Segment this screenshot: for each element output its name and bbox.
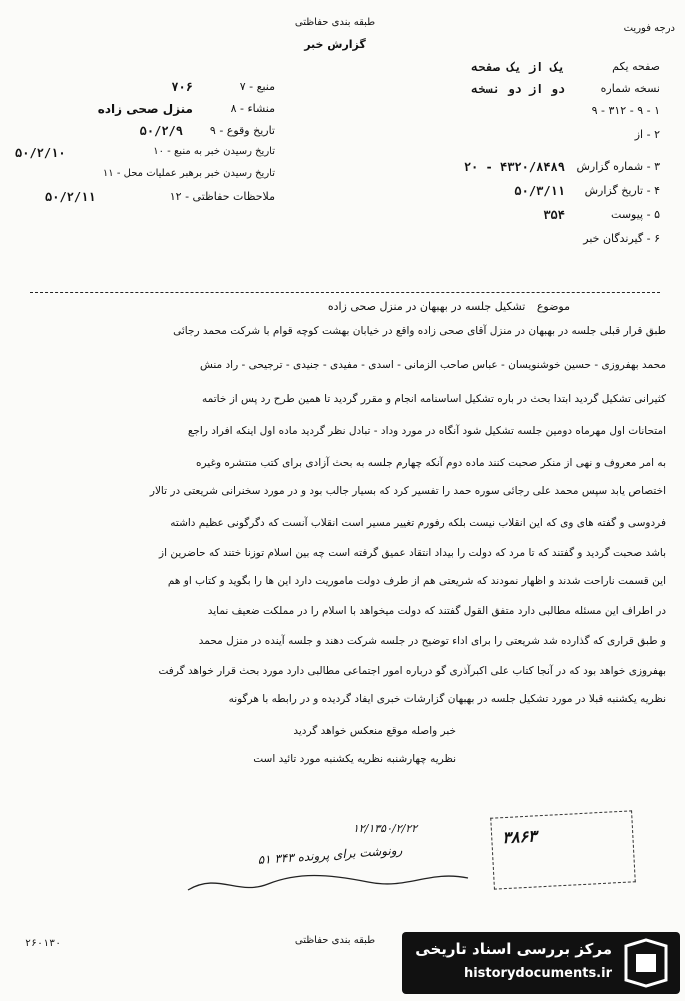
left-field-row: ۱۲ - ملاحظات حفاظتی ۵۰/۲/۱۱ bbox=[45, 190, 275, 204]
urgency-label: درجه فوریت bbox=[623, 23, 675, 34]
body-line: به امر معروف و نهی از منکر صحبت کنند ماده دوم آنکه چهارم جلسه به بحث آزادی برای کتب منتشره وغیره bbox=[196, 457, 666, 469]
left-field-row: ۱۰ - تاریخ رسیدن خبر به منبع ۵۰/۲/۱۰ bbox=[15, 146, 275, 160]
left-field-row: ۷ - منبع ۷۰۶ bbox=[171, 80, 275, 94]
classification-header: طبقه بندی حفاظتی bbox=[294, 17, 376, 28]
watermark-url: historydocuments.ir bbox=[463, 966, 612, 981]
right-field-row: صفحه یکم یک از یک صفحه bbox=[471, 60, 660, 74]
registry-stamp bbox=[490, 810, 636, 889]
body-line: باشد صحبت گردید و گفتند که تا مرد که دولت را بیداد انتقاد عمیق گرفته است چه بین اسلام توزنا ختند که حاضرین از bbox=[159, 547, 666, 559]
left-field-row: ۱۱ - تاریخ رسیدن خبر برهبر عملیات محل bbox=[102, 168, 275, 179]
right-field-row: ۳ - شماره گزارش ۴۳۲۰/۸۴۸۹ - ۲۰ bbox=[463, 160, 660, 174]
body-line: کثیرانی تشکیل گردید ابتدا بحث در باره تشکیل اساسنامه انجام و مقرر گردید تا همین طرح رد پس از خاتمه bbox=[202, 393, 666, 405]
body-line: خبر واصله موقع منعکس خواهد گردید bbox=[293, 725, 456, 737]
subject-label: موضوع bbox=[536, 300, 570, 313]
page-code: ۲۶۰۱۳۰ bbox=[25, 938, 62, 949]
body-line: اختصاص یابد سپس محمد علی رجائی سوره حمد را تفسیر کرد که بسیار جالب بود و در مورد سخنرانی شریعتی در تالار bbox=[149, 485, 666, 497]
body-line: فردوسی و گفته های وی که این انقلاب نیست بلکه رفورم تغییر مسیر است انقلاب آنست که دگرگونی عظیم داشته bbox=[170, 517, 666, 529]
body-line: و طبق قراری که گذارده شد شریعتی را برای اداء توضیح در جلسه شرکت دهند و جلسه آینده در منزل محمد bbox=[198, 635, 666, 647]
body-line: امتحانات اول مهرماه دومین جلسه تشکیل شود آنگاه در مورد وداد - تبادل نظر گردید ماده اول اینکه افراد راجع bbox=[187, 425, 666, 437]
right-field-row: نسخه شماره دو از دو نسخه bbox=[471, 82, 660, 96]
right-field-row: ۱ - ۹ - ۳۱۲ - ۹ bbox=[591, 104, 660, 117]
subject-text: تشکیل جلسه در بهبهان در منزل صحی زاده bbox=[327, 300, 526, 313]
left-field-block bbox=[15, 80, 275, 220]
subject-line bbox=[250, 300, 570, 313]
body-line: نظریه چهارشنبه نظریه یکشنبه مورد تائید است bbox=[253, 753, 456, 765]
watermark-title: مرکز بررسی اسناد تاریخی bbox=[415, 940, 612, 958]
left-field-row: ۹ - تاریخ وقوع ۵۰/۲/۹ bbox=[139, 124, 275, 138]
handwritten-reference: رونوشت برای پرونده ۳۴۳ ۵۱ bbox=[257, 842, 403, 868]
body-line: محمد بهفروزی - حسین خوشنویسان - عباس صاحب الزمانی - اسدی - مفیدی - جنیدی - ترجیحی - راد منش bbox=[199, 359, 666, 371]
right-field-row: ۲ - از bbox=[634, 128, 660, 141]
right-field-row: ۶ - گیرندگان خبر bbox=[583, 232, 660, 245]
body-line: طبق قرار قبلی جلسه در بهبهان در منزل آقای صحی زاده واقع در خیابان بهشت کوچه قوام با شرکت محمد رجائی bbox=[173, 325, 666, 337]
archive-logo-icon bbox=[620, 938, 672, 988]
body-line: بهفروزی خواهد بود که در آنجا کتاب علی اکبرآذری گو درباره امور اجتماعی مطالبی دارد مورد بحث قرار خواهد گرفت bbox=[158, 665, 666, 677]
left-field-row: ۸ - منشاء منزل صحی زاده bbox=[97, 102, 275, 116]
right-field-row: ۴ - تاریخ گزارش ۵۰/۳/۱۱ bbox=[514, 184, 660, 198]
watermark-badge bbox=[402, 932, 680, 994]
report-title: گزارش خبر bbox=[304, 38, 366, 51]
body-line: این قسمت ناراحت شدند و اظهار نمودند که شریعتی هم از طرف دولت ماموریت دارد این ها را بگوید و کتاب او هم bbox=[167, 575, 666, 587]
classification-footer: طبقه بندی حفاظتی bbox=[294, 935, 376, 946]
stamp-number: ۳۸۶۳ bbox=[501, 826, 538, 848]
body-line: در اطراف این مسئله مطالبی دارد متفق القول گفتند که دولت میخواهد با اسلام را در مملکت ضعیف نماید bbox=[207, 605, 666, 617]
body-line: نظریه یکشنبه قبلا در مورد تشکیل جلسه در بهبهان گزارشات خبری ایفاد گردیده و در رابطه با هرگونه bbox=[228, 693, 666, 705]
section-divider bbox=[30, 292, 660, 293]
handwritten-scribble bbox=[178, 862, 478, 902]
right-field-row: ۵ - پیوست ۳۵۴ bbox=[543, 208, 660, 222]
handwritten-date: ۱۲/۱۳۵۰/۲/۲۲ bbox=[352, 822, 418, 835]
